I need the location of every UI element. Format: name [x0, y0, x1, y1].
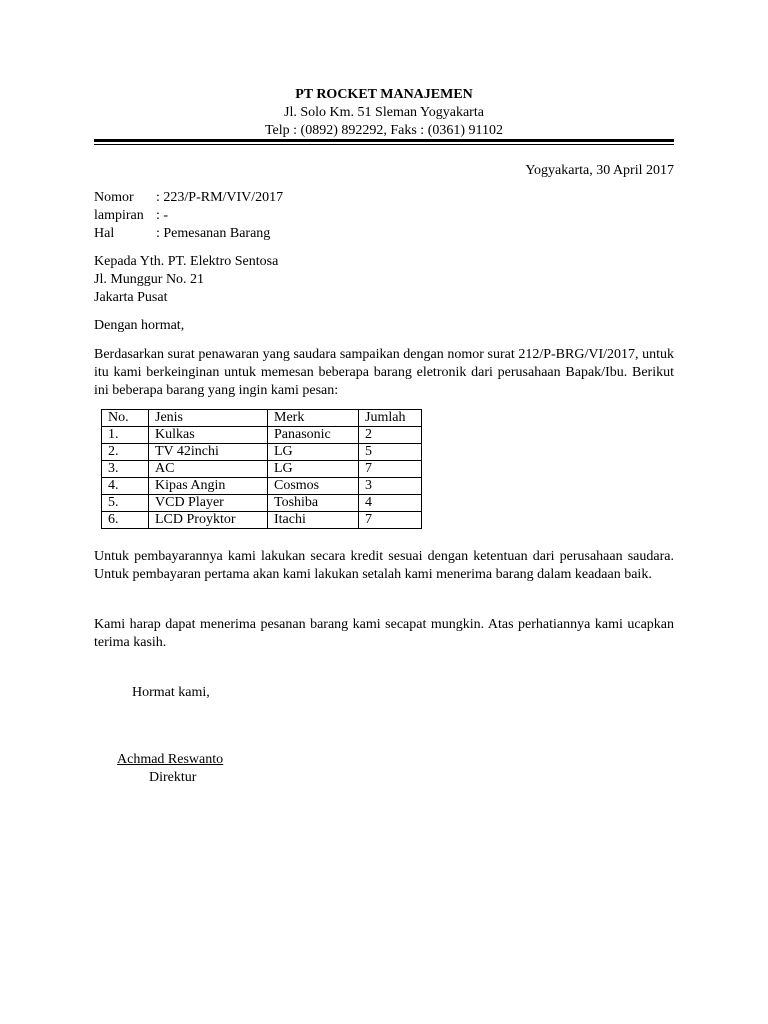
hal-label: Hal	[94, 226, 115, 241]
table-cell: 2	[359, 427, 422, 444]
order-table	[101, 409, 422, 529]
recipient-line-3: Jakarta Pusat	[94, 290, 168, 305]
table-cell: Panasonic	[268, 427, 359, 444]
table-cell: 5.	[102, 495, 149, 512]
header-cell: No.	[102, 410, 149, 427]
signer-name: Achmad Reswanto	[117, 752, 224, 767]
signer-title: Direktur	[149, 770, 197, 785]
nomor-label: Nomor	[94, 190, 134, 205]
table-cell: 7	[359, 461, 422, 478]
table-cell: 3	[359, 478, 422, 495]
table-row	[102, 444, 422, 461]
table-cell: Cosmos	[268, 478, 359, 495]
table-cell: 6.	[102, 512, 149, 529]
table-cell: LG	[268, 461, 359, 478]
table-cell: LCD Proyktor	[149, 512, 268, 529]
table-cell: 7	[359, 512, 422, 529]
recipient-line-2: Jl. Munggur No. 21	[94, 272, 205, 287]
header-cell: Jenis	[149, 410, 268, 427]
body-paragraph-1: Berdasarkan surat penawaran yang saudara sampaikan dengan nomor surat 212/P-BRG/VI/2017, untuk itu kami berkeinginan untuk memesan beberapa barang eletronik dari perusahaan Bapak/Ibu. Berikut ini beberapa barang yang ingin kami pesan:	[94, 347, 674, 398]
table-cell: 2.	[102, 444, 149, 461]
table-cell: VCD Player	[149, 495, 268, 512]
recipient-line-1: Kepada Yth. PT. Elektro Sentosa	[94, 254, 279, 269]
table-cell: 3.	[102, 461, 149, 478]
table-cell: 5	[359, 444, 422, 461]
letterhead-divider-thick	[94, 139, 674, 142]
company-contact: Telp : (0892) 892292, Faks : (0361) 91102	[264, 123, 504, 138]
header-cell: Merk	[268, 410, 359, 427]
greeting: Dengan hormat,	[94, 318, 185, 333]
letter-date: Yogyakarta, 30 April 2017	[525, 163, 674, 178]
table-cell: 4	[359, 495, 422, 512]
table-row	[102, 427, 422, 444]
body-paragraph-3: Kami harap dapat menerima pesanan barang kami secapat mungkin. Atas perhatiannya kami ucapkan terima kasih.	[94, 617, 674, 650]
closing: Hormat kami,	[132, 685, 210, 700]
table-header-row	[102, 410, 422, 427]
table-cell: Kipas Angin	[149, 478, 268, 495]
table-cell: 1.	[102, 427, 149, 444]
table-cell: AC	[149, 461, 268, 478]
letterhead-divider-thin	[94, 144, 674, 145]
table-row	[102, 512, 422, 529]
table-cell: Kulkas	[149, 427, 268, 444]
table-row	[102, 478, 422, 495]
table-cell: 4.	[102, 478, 149, 495]
lampiran-label: lampiran	[94, 208, 144, 223]
header-cell: Jumlah	[359, 410, 422, 427]
table-cell: LG	[268, 444, 359, 461]
table-cell: Itachi	[268, 512, 359, 529]
table-row	[102, 461, 422, 478]
body-paragraph-2: Untuk pembayarannya kami lakukan secara kredit sesuai dengan ketentuan dari perusahaan saudara. Untuk pembayaran pertama akan kami lakukan setalah kami menerima barang dalam keadaan baik.	[94, 549, 674, 582]
company-address: Jl. Solo Km. 51 Sleman Yogyakarta	[284, 105, 484, 120]
table-cell: Toshiba	[268, 495, 359, 512]
table-row	[102, 495, 422, 512]
table-cell: TV 42inchi	[149, 444, 268, 461]
company-name: PT ROCKET MANAJEMEN	[295, 87, 473, 102]
lampiran-value: : -	[156, 208, 169, 223]
hal-value: : Pemesanan Barang	[156, 226, 271, 241]
nomor-value: : 223/P-RM/VIV/2017	[156, 190, 284, 205]
